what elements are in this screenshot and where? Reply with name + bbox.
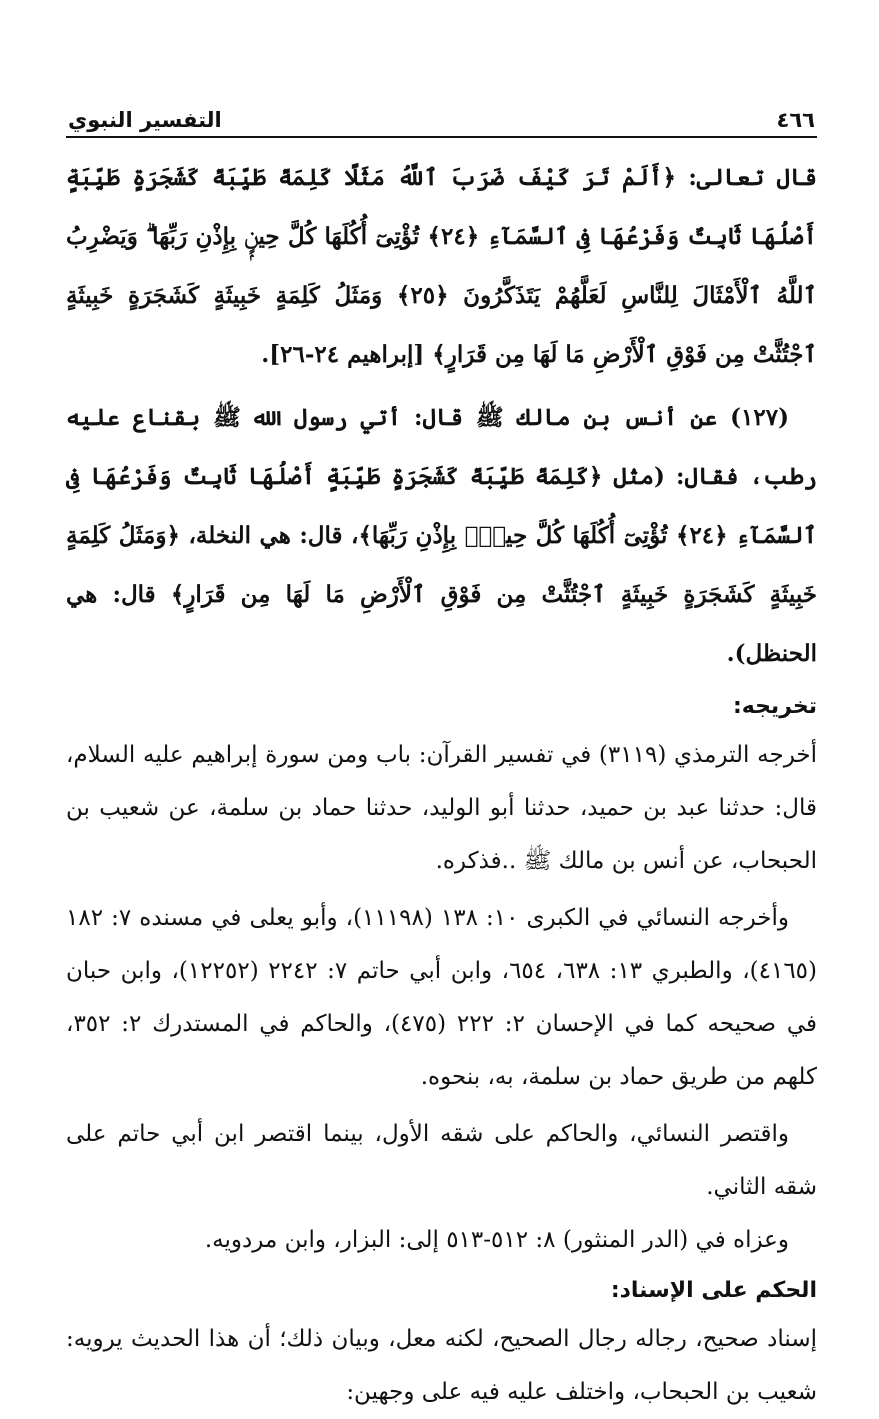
takhrij-heading: تخريجه:: [732, 694, 817, 719]
page-number: ٤٦٦: [776, 108, 815, 132]
takhrij-paragraph-2: وأخرجه النسائي في الكبرى ١٠: ١٣٨ (١١١٩٨)، وأبو يعلى في مسنده ٧: ١٨٢ (٤١٦٥)، والطبري ١٣: ٦٣٨، ٦٥٤، وابن أبي حاتم ٧: ٢٢٤٢ (١٢٢٥٢)، وابن حبان في صحيحه كما في الإحسان ٢: ٢٢٢ (٤٧٥)، والحاكم في المستدرك ٢: ٣٥٢، كلهم من طريق حماد بن سلمة، به، بنحوه.: [66, 905, 818, 1090]
page-content: [66, 148, 817, 1419]
book-title: التفسير النبوي: [68, 108, 222, 132]
takhrij-paragraph-3: واقتصر النسائي، والحاكم على شقه الأول، بينما اقتصر ابن أبي حاتم على شقه الثاني.: [66, 1121, 817, 1200]
takhrij-paragraph-4: وعزاه في (الدر المنثور) ٨: ٥١٢-٥١٣ إلى: البزار، وابن مردويه.: [204, 1227, 789, 1253]
isnad-ruling-heading: الحكم على الإسناد:: [610, 1278, 817, 1303]
page-header: [66, 108, 817, 138]
isnad-ruling-paragraph: إسناد صحيح، رجاله رجال الصحيح، لكنه معل، وبيان ذلك؛ أن هذا الحديث يرويه: شعيب بن الحبحاب، واختلف عليه فيه على وجهين:: [66, 1326, 817, 1405]
takhrij-paragraph-1: أخرجه الترمذي (٣١١٩) في تفسير القرآن: باب ومن سورة إبراهيم عليه السلام، قال: حدثنا عبد بن حميد، حدثنا أبو الوليد، حدثنا حماد بن سلمة، عن شعيب بن الحبحاب، عن أنس بن مالك ﷺ ..فذكره.: [66, 742, 818, 874]
hadith-paragraph: (١٢٧) عن أنس بن مالك ﷺ قال: أتي رسول الله ﷺ بقناع عليه رطب، فقال: (مثل ﴿كَلِمَةً طَيِّبَةً كَشَجَرَةٍ طَيِّبَةٍ أَصْلُهَا ثَابِتٌ وَفَرْعُهَا فِى ٱلسَّمَآءِ ﴿٢٤﴾ تُؤْتِىٓ أُكُلَهَا كُلَّ حِينٍۭ بِإِذْنِ رَبِّهَا﴾، قال: هي النخلة، ﴿وَمَثَلُ كَلِمَةٍ خَبِيثَةٍ كَشَجَرَةٍ خَبِيثَةٍ ٱجْتُثَّتْ مِن فَوْقِ ٱلْأَرْضِ مَا لَهَا مِن قَرَارٍ﴾ قال: هي الحنظل).: [66, 404, 817, 667]
quran-verse-paragraph: قال تعالى: ﴿أَلَمْ تَرَ كَيْفَ ضَرَبَ ٱللَّهُ مَثَلًا كَلِمَةً طَيِّبَةً كَشَجَرَةٍ طَيِّبَةٍ أَصْلُهَا ثَابِتٌ وَفَرْعُهَا فِى ٱلسَّمَآءِ ﴿٢٤﴾ تُؤْتِىٓ أُكُلَهَا كُلَّ حِينٍۭ بِإِذْنِ رَبِّهَا ۗ وَيَضْرِبُ ٱللَّهُ ٱلْأَمْثَالَ لِلنَّاسِ لَعَلَّهُمْ يَتَذَكَّرُونَ ﴿٢٥﴾ وَمَثَلُ كَلِمَةٍ خَبِيثَةٍ كَشَجَرَةٍ خَبِيثَةٍ ٱجْتُثَّتْ مِن فَوْقِ ٱلْأَرْضِ مَا لَهَا مِن قَرَارٍ﴾ [إبراهيم ٢٤-٢٦].: [66, 164, 817, 368]
